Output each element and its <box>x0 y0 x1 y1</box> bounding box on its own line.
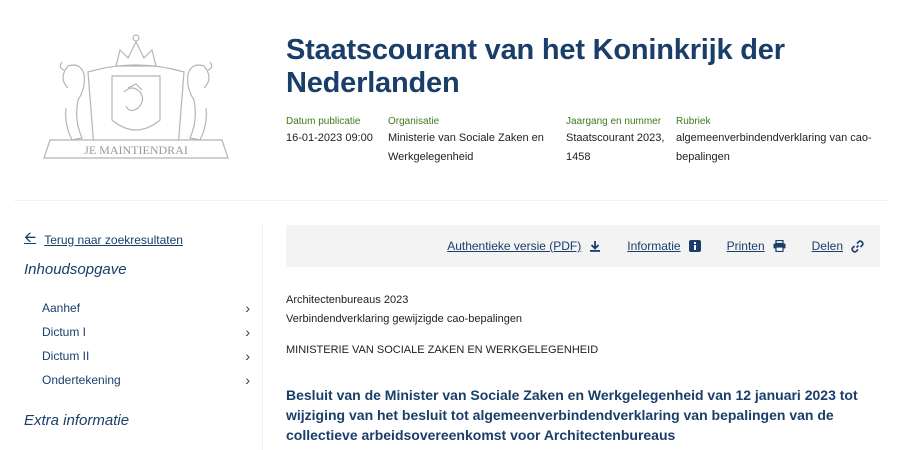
toc-item-aanhef[interactable] <box>42 296 250 320</box>
toc-item-dictum-2[interactable] <box>42 344 250 368</box>
meta-organisatie-label: Organisatie <box>388 116 440 127</box>
info-icon <box>689 240 701 252</box>
extra-info-title: Extra informatie <box>24 412 130 429</box>
meta-jaargang <box>566 115 670 167</box>
toc-item-label: Dictum I <box>42 325 87 339</box>
document-heading: Besluit van de Minister van Sociale Zaken en Werkgelegenheid van 12 januari 2023 tot wijziging van het besluit tot algemeenverbindendverklaring van bepalingen van de collectieve arbeidsovereenkomst voor Architectenbureaus <box>286 387 858 443</box>
chevron-right-icon: › <box>245 348 250 364</box>
back-link-label: Terug naar zoekresultaten <box>44 232 183 247</box>
toc-item-label: Ondertekening <box>42 373 121 387</box>
coat-of-arms-logo <box>28 28 244 168</box>
back-to-results-link[interactable] <box>24 227 183 252</box>
toc-item-ondertekening[interactable] <box>42 368 250 392</box>
share-link[interactable] <box>812 239 864 253</box>
share-link-label: Delen <box>811 239 843 253</box>
toc-item-dictum-1[interactable] <box>42 320 250 344</box>
document-subtitle-2: Verbindendverklaring gewijzigde cao-bepalingen <box>286 313 523 325</box>
toc-list <box>42 296 250 392</box>
print-link-label: Printen <box>726 239 765 253</box>
print-link[interactable] <box>727 239 786 253</box>
meta-organisatie-value: Ministerie van Sociale Zaken en Werkgelegenheid <box>388 132 544 163</box>
arrow-left-icon: 🡨 <box>24 229 37 246</box>
page-title: Staatscourant van het Koninkrijk der Nederlanden <box>286 34 785 99</box>
logo-motto: JE MAINTIENDRAI <box>84 143 188 157</box>
chevron-right-icon: › <box>245 300 250 316</box>
ministry-name: MINISTERIE VAN SOCIALE ZAKEN EN WERKGELEGENHEID <box>286 344 599 356</box>
meta-jaargang-label: Jaargang en nummer <box>566 116 662 127</box>
meta-organisatie <box>388 115 558 167</box>
information-link[interactable] <box>627 239 700 253</box>
chevron-right-icon: › <box>245 324 250 340</box>
meta-rubriek <box>676 115 886 167</box>
meta-datum-label: Datum publicatie <box>286 116 361 127</box>
authentic-pdf-link[interactable] <box>447 239 601 253</box>
chevron-right-icon: › <box>245 372 250 388</box>
link-icon <box>851 240 864 253</box>
meta-datum-value: 16-01-2023 09:00 <box>286 132 373 144</box>
sidebar-divider <box>262 224 263 450</box>
toc-item-label: Dictum II <box>42 349 90 363</box>
toc-item-label: Aanhef <box>42 301 81 315</box>
meta-rubriek-value: algemeenverbindendverklaring van cao-bepalingen <box>676 132 872 163</box>
info-link-label: Informatie <box>627 239 681 253</box>
document-toolbar <box>286 225 880 267</box>
meta-datum <box>286 115 386 148</box>
pdf-link-label: Authentieke versie (PDF) <box>447 239 582 253</box>
printer-icon <box>773 240 786 252</box>
header-divider <box>14 200 888 201</box>
meta-rubriek-label: Rubriek <box>676 116 711 127</box>
document-subtitle: Architectenbureaus 2023 <box>286 294 409 306</box>
meta-jaargang-value: Staatscourant 2023, 1458 <box>566 132 665 163</box>
toc-title: Inhoudsopgave <box>24 261 127 278</box>
download-icon <box>589 240 601 252</box>
